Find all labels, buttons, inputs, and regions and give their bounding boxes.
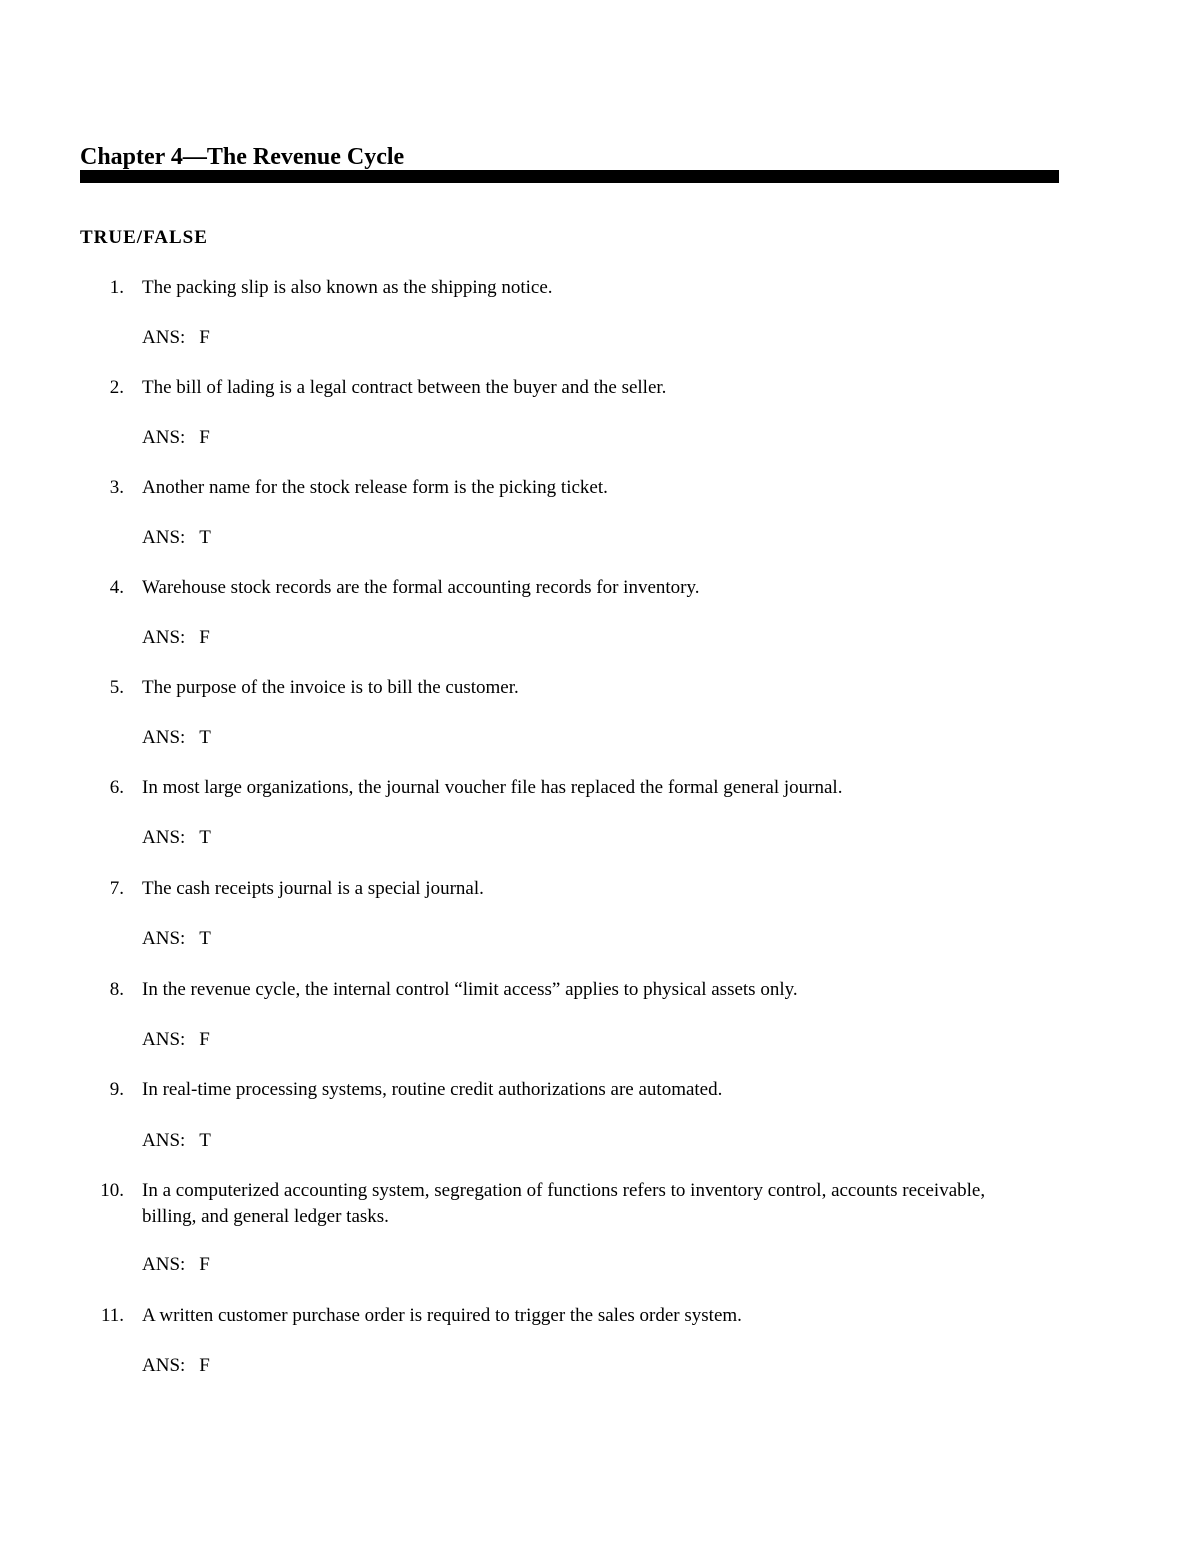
question-text: The packing slip is also known as the shipping notice. (142, 277, 553, 298)
answer-line (142, 525, 211, 551)
question-text: In most large organizations, the journal voucher file has replaced the formal general journal. (142, 777, 843, 798)
question-number: 9. (109, 1079, 124, 1100)
answer-label: ANS: (142, 1029, 186, 1050)
question-text: The bill of lading is a legal contract between the buyer and the seller. (142, 377, 667, 398)
question-number: 7. (109, 878, 124, 899)
answer-line (142, 1027, 210, 1053)
question-number: 8. (109, 979, 124, 1000)
question-text: In real-time processing systems, routine credit authorizations are automated. (142, 1079, 723, 1100)
answer-value: T (199, 928, 211, 949)
answer-line (142, 926, 211, 952)
answer-line (142, 625, 210, 651)
question-number: 11. (100, 1305, 124, 1326)
answer-value: F (199, 327, 210, 348)
question-number: 3. (109, 477, 124, 498)
question-text: The cash receipts journal is a special journal. (142, 878, 484, 899)
question-text: Another name for the stock release form is the picking ticket. (142, 477, 608, 498)
section-heading: TRUE/FALSE (80, 227, 208, 248)
answer-label: ANS: (142, 1355, 186, 1376)
question-number: 5. (109, 677, 124, 698)
question-number: 6. (109, 777, 124, 798)
answer-label: ANS: (142, 427, 186, 448)
answer-value: T (199, 527, 211, 548)
question-number: 2. (109, 377, 124, 398)
question-number: 4. (109, 577, 124, 598)
answer-line (142, 1252, 210, 1278)
question-text: The purpose of the invoice is to bill the customer. (142, 677, 519, 698)
answer-value: F (199, 627, 210, 648)
answer-line (142, 725, 211, 751)
answer-label: ANS: (142, 327, 186, 348)
answer-value: F (199, 1029, 210, 1050)
answer-label: ANS: (142, 627, 186, 648)
answer-label: ANS: (142, 827, 186, 848)
answer-value: T (199, 827, 211, 848)
chapter-title: Chapter 4—The Revenue Cycle (80, 144, 405, 170)
answer-value: T (199, 727, 211, 748)
question-text: A written customer purchase order is required to trigger the sales order system. (142, 1305, 742, 1326)
question-number: 10. (100, 1180, 124, 1201)
answer-line (142, 1353, 210, 1379)
answer-label: ANS: (142, 727, 186, 748)
answer-line (142, 1128, 211, 1154)
question-number: 1. (109, 277, 124, 298)
answer-line (142, 825, 211, 851)
title-rule (80, 170, 1059, 183)
answer-line (142, 425, 210, 451)
answer-line (142, 325, 210, 351)
answer-value: F (199, 1254, 210, 1275)
answer-value: F (199, 427, 210, 448)
answer-label: ANS: (142, 527, 186, 548)
answer-label: ANS: (142, 1254, 186, 1275)
question-text: Warehouse stock records are the formal accounting records for inventory. (142, 577, 700, 598)
answer-label: ANS: (142, 928, 186, 949)
question-text: In a computerized accounting system, segregation of functions refers to inventory control, accounts receivable, billing, and general ledger tasks. (142, 1180, 986, 1227)
answer-label: ANS: (142, 1130, 186, 1151)
answer-value: T (199, 1130, 211, 1151)
question-text: In the revenue cycle, the internal control “limit access” applies to physical assets only. (142, 979, 798, 1000)
answer-value: F (199, 1355, 210, 1376)
